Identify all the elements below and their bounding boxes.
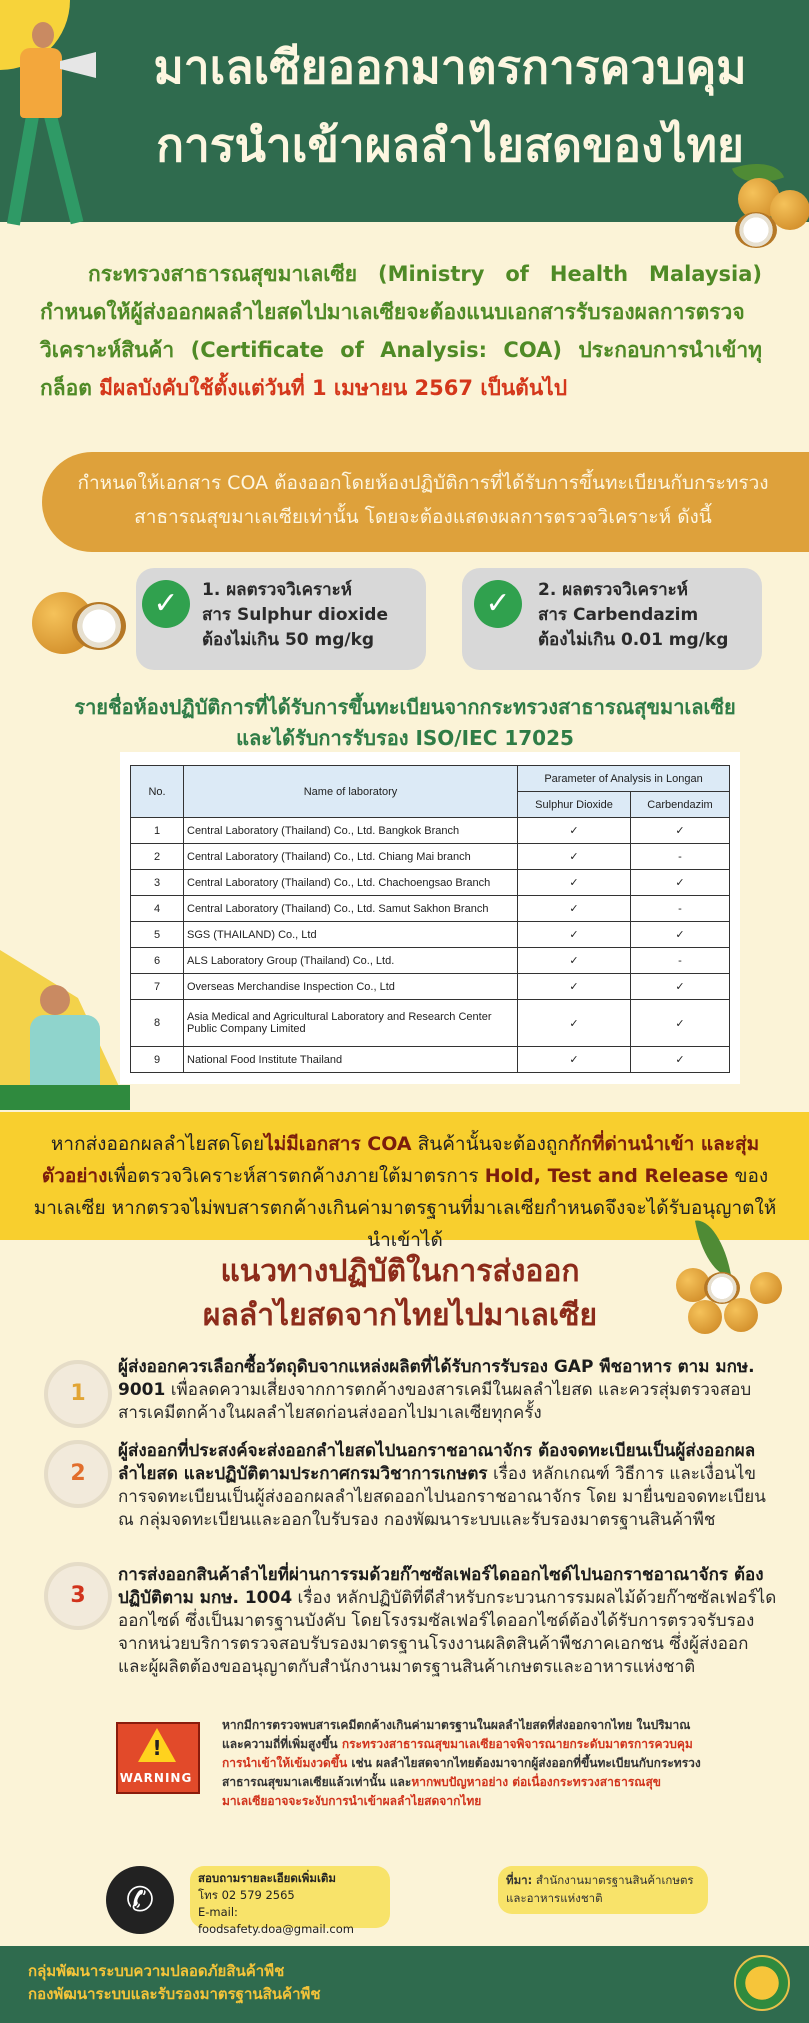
contact-email[interactable]: E-mail: foodsafety.doa@gmail.com	[198, 1905, 354, 1936]
grass-decoration	[0, 1085, 130, 1110]
scientist-illustration	[30, 1015, 100, 1085]
source-text: ที่มา: สำนักงานมาตรฐานสินค้าเกษตรและอาหารแห่งชาติ	[506, 1873, 694, 1905]
table-row: 9 National Food Institute Thailand ✓ ✓	[131, 1047, 730, 1073]
warning-text: หากมีการตรวจพบสารเคมีตกค้างเกินค่ามาตรฐานในผลลำไยสดที่ส่งออกจากไทย ในปริมาณและความถี่ที่เพิ่มสูงขึ้น กระทรวงสาธารณสุขมาเลเซียอาจพิจารณายกระดับมาตรการควบคุมการนำเข้าให้เข้มงวดขึ้น เช่น ผลลำไยสดจากไทยต้องมาจากผู้ส่งออกที่ขึ้นทะเบียนกับกระทรวงสาธารณสุขมาเลเซียแล้วเท่านั้น และหากพบปัญหาอย่าง ต่อเนื่องกระทรวงสาธารณสุขมาเลเซียอาจจะระงับการนำเข้าผลลำไยสดจากไทย	[222, 1718, 701, 1808]
longan-peeled-icon	[735, 212, 777, 248]
longan-peeled-icon	[72, 602, 126, 650]
scientist-illustration-head	[40, 985, 70, 1015]
step-text-3: การส่งออกสินค้าลำไยที่ผ่านการรมด้วยก๊าซซัลเฟอร์ไดออกไซด์ไปนอกราชอาณาจักร ต้องปฏิบัติตาม มกษ. 1004 เรื่อง หลักปฏิบัติที่ดีสำหรับกระบวนการรมผลไม้ด้วยก๊าซซัลเฟอร์ไดออกไซด์ ซึ่งเป็นมาตรฐานบังคับ โดยโรงรมซัลเฟอร์ไดออกไซด์ต้องได้รับการตรวจรับรองจากหน่วยบริการตรวจสอบรับรองมาตรฐานโรงงานผลิตสินค้าพืชภาคเอกชน ซึ่งผู้ส่งออกและผู้ผลิตต้องขออนุญาตกับสำนักงานมาตรฐานสินค้าเกษตรและอาหารแห่งชาติ	[118, 1565, 777, 1677]
criteria-line: สาร Carbendazim	[538, 605, 699, 625]
longan-fruit-icon	[724, 1298, 758, 1332]
hold-test-release-text: หากส่งออกผลลำไยสดโดยไม่มีเอกสาร COA สินค้านั้นจะต้องถูกกักที่ด่านนำเข้า และสุ่มตัวอย่างเพื่อตรวจวิเคราะห์สารตกค้างภายใต้มาตรการ Hold, Test and Release ของมาเลเซีย หากตรวจไม่พบสารตกค้างเกินค่ามาตรฐานที่มาเลเซียกำหนดจึงจะได้รับอนุญาตให้นำเข้าได้	[33, 1133, 777, 1251]
warning-label: WARNING	[119, 1771, 193, 1785]
criteria-line: ต้องไม่เกิน 0.01 mg/kg	[538, 630, 729, 650]
check-icon: ✓	[142, 580, 190, 628]
longan-fruit-icon	[750, 1272, 782, 1304]
contact-title: สอบถามรายละเอียดเพิ่มเติม	[198, 1871, 336, 1885]
person-illustration	[20, 48, 62, 118]
table-header-sulphur: Sulphur Dioxide	[518, 792, 631, 818]
table-row: 2 Central Laboratory (Thailand) Co., Ltd. Chiang Mai branch ✓ -	[131, 844, 730, 870]
criteria-line: ต้องไม่เกิน 50 mg/kg	[202, 630, 375, 650]
step-number-2: 2	[44, 1440, 112, 1508]
criteria-card-sulphur	[136, 568, 426, 670]
criteria-card-carbendazim	[462, 568, 762, 670]
check-icon: ✓	[474, 580, 522, 628]
table-row: 5 SGS (THAILAND) Co., Ltd ✓ ✓	[131, 922, 730, 948]
page-title: มาเลเซียออกมาตรการควบคุม การนำเข้าผลลำไยสดของไทย	[153, 40, 747, 172]
criteria-line: 1. ผลตรวจวิเคราะห์	[202, 580, 353, 600]
table-row: 8 Asia Medical and Agricultural Laboratory and Research Center Public Company Limited ✓ ✓	[131, 1000, 730, 1047]
criteria-line: สาร Sulphur dioxide	[202, 605, 388, 625]
table-header-param: Parameter of Analysis in Longan	[518, 766, 730, 792]
emblem-icon	[734, 1955, 790, 2011]
guide-title: แนวทางปฏิบัติในการส่งออก ผลลำไยสดจากไทยไปมาเลเซีย	[202, 1254, 598, 1333]
footer-text: กลุ่มพัฒนาระบบความปลอดภัยสินค้าพืช กองพัฒนาระบบและรับรองมาตรฐานสินค้าพืช	[28, 1962, 321, 2003]
table-header-name: Name of laboratory	[184, 766, 518, 818]
table-row: 1 Central Laboratory (Thailand) Co., Ltd. Bangkok Branch ✓ ✓	[131, 818, 730, 844]
table-row: 7 Overseas Merchandise Inspection Co., Ltd ✓ ✓	[131, 974, 730, 1000]
lab-table-container	[120, 752, 740, 1084]
table-header-carbendazim: Carbendazim	[631, 792, 730, 818]
table-row: 4 Central Laboratory (Thailand) Co., Ltd. Samut Sakhon Branch ✓ -	[131, 896, 730, 922]
criteria-line: 2. ผลตรวจวิเคราะห์	[538, 580, 689, 600]
warning-symbol: !	[152, 1736, 162, 1760]
lab-list-title: รายชื่อห้องปฏิบัติการที่ได้รับการขึ้นทะเบียนจากกระทรวงสาธารณสุขมาเลเซีย และได้รับการรับรอง ISO/IEC 17025	[74, 695, 736, 750]
step-text-1: ผู้ส่งออกควรเลือกซื้อวัตถุดิบจากแหล่งผลิตที่ได้รับการรับรอง GAP พืชอาหาร ตาม มกษ. 9001 เพื่อลดความเสี่ยงจากการตกค้างของสารเคมีในผลลำไยสด และควรสุ่มตรวจสอบสารเคมีตกค้างในผลลำไยสดก่อนส่งออกไปมาเลเซียทุกครั้ง	[118, 1357, 755, 1423]
step-number-1: 1	[44, 1360, 112, 1428]
step-number-3: 3	[44, 1562, 112, 1630]
person-illustration-head	[32, 22, 54, 48]
table-row: 6 ALS Laboratory Group (Thailand) Co., Ltd. ✓ -	[131, 948, 730, 974]
lab-table	[130, 765, 730, 1073]
table-header-no: No.	[131, 766, 184, 818]
phone-icon: ✆	[106, 1866, 174, 1934]
coa-note-text: กำหนดให้เอกสาร COA ต้องออกโดยห้องปฏิบัติการที่ได้รับการขึ้นทะเบียนกับกระทรวงสาธารณสุขมาเลเซียเท่านั้น โดยจะต้องแสดงผลการตรวจวิเคราะห์ ดังนี้	[77, 472, 769, 528]
longan-fruit-icon	[688, 1300, 722, 1334]
step-text-2: ผู้ส่งออกที่ประสงค์จะส่งออกลำไยสดไปนอกราชอาณาจักร ต้องจดทะเบียนเป็นผู้ส่งออกผลลำไยสด และปฏิบัติตามประกาศกรมวิชาการเกษตร เรื่อง หลักเกณฑ์ วิธีการ และเงื่อนไขการจดทะเบียนเป็นผู้ส่งออกผลลำไยสดออกไปนอกราชอาณาจักร โดย มายื่นขอจดทะเบียน ณ กลุ่มจดทะเบียนและออกใบรับรอง กองพัฒนาระบบและรับรองมาตรฐานสินค้าพืช	[118, 1441, 766, 1530]
contact-text	[198, 1870, 388, 1938]
contact-phone[interactable]: โทร 02 579 2565	[198, 1888, 295, 1902]
table-row: 3 Central Laboratory (Thailand) Co., Ltd. Chachoengsao Branch ✓ ✓	[131, 870, 730, 896]
intro-paragraph: กระทรวงสาธารณสุขมาเลเซีย (Ministry of Health Malaysia) กำหนดให้ผู้ส่งออกผลลำไยสดไปมาเลเซียจะต้องแนบเอกสารรับรองผลการตรวจวิเคราะห์สินค้า (Certificate of Analysis: COA) ประกอบการนำเข้าทุกล็อต มีผลบังคับใช้ตั้งแต่วันที่ 1 เมษายน 2567 เป็นต้นไป	[40, 262, 762, 400]
